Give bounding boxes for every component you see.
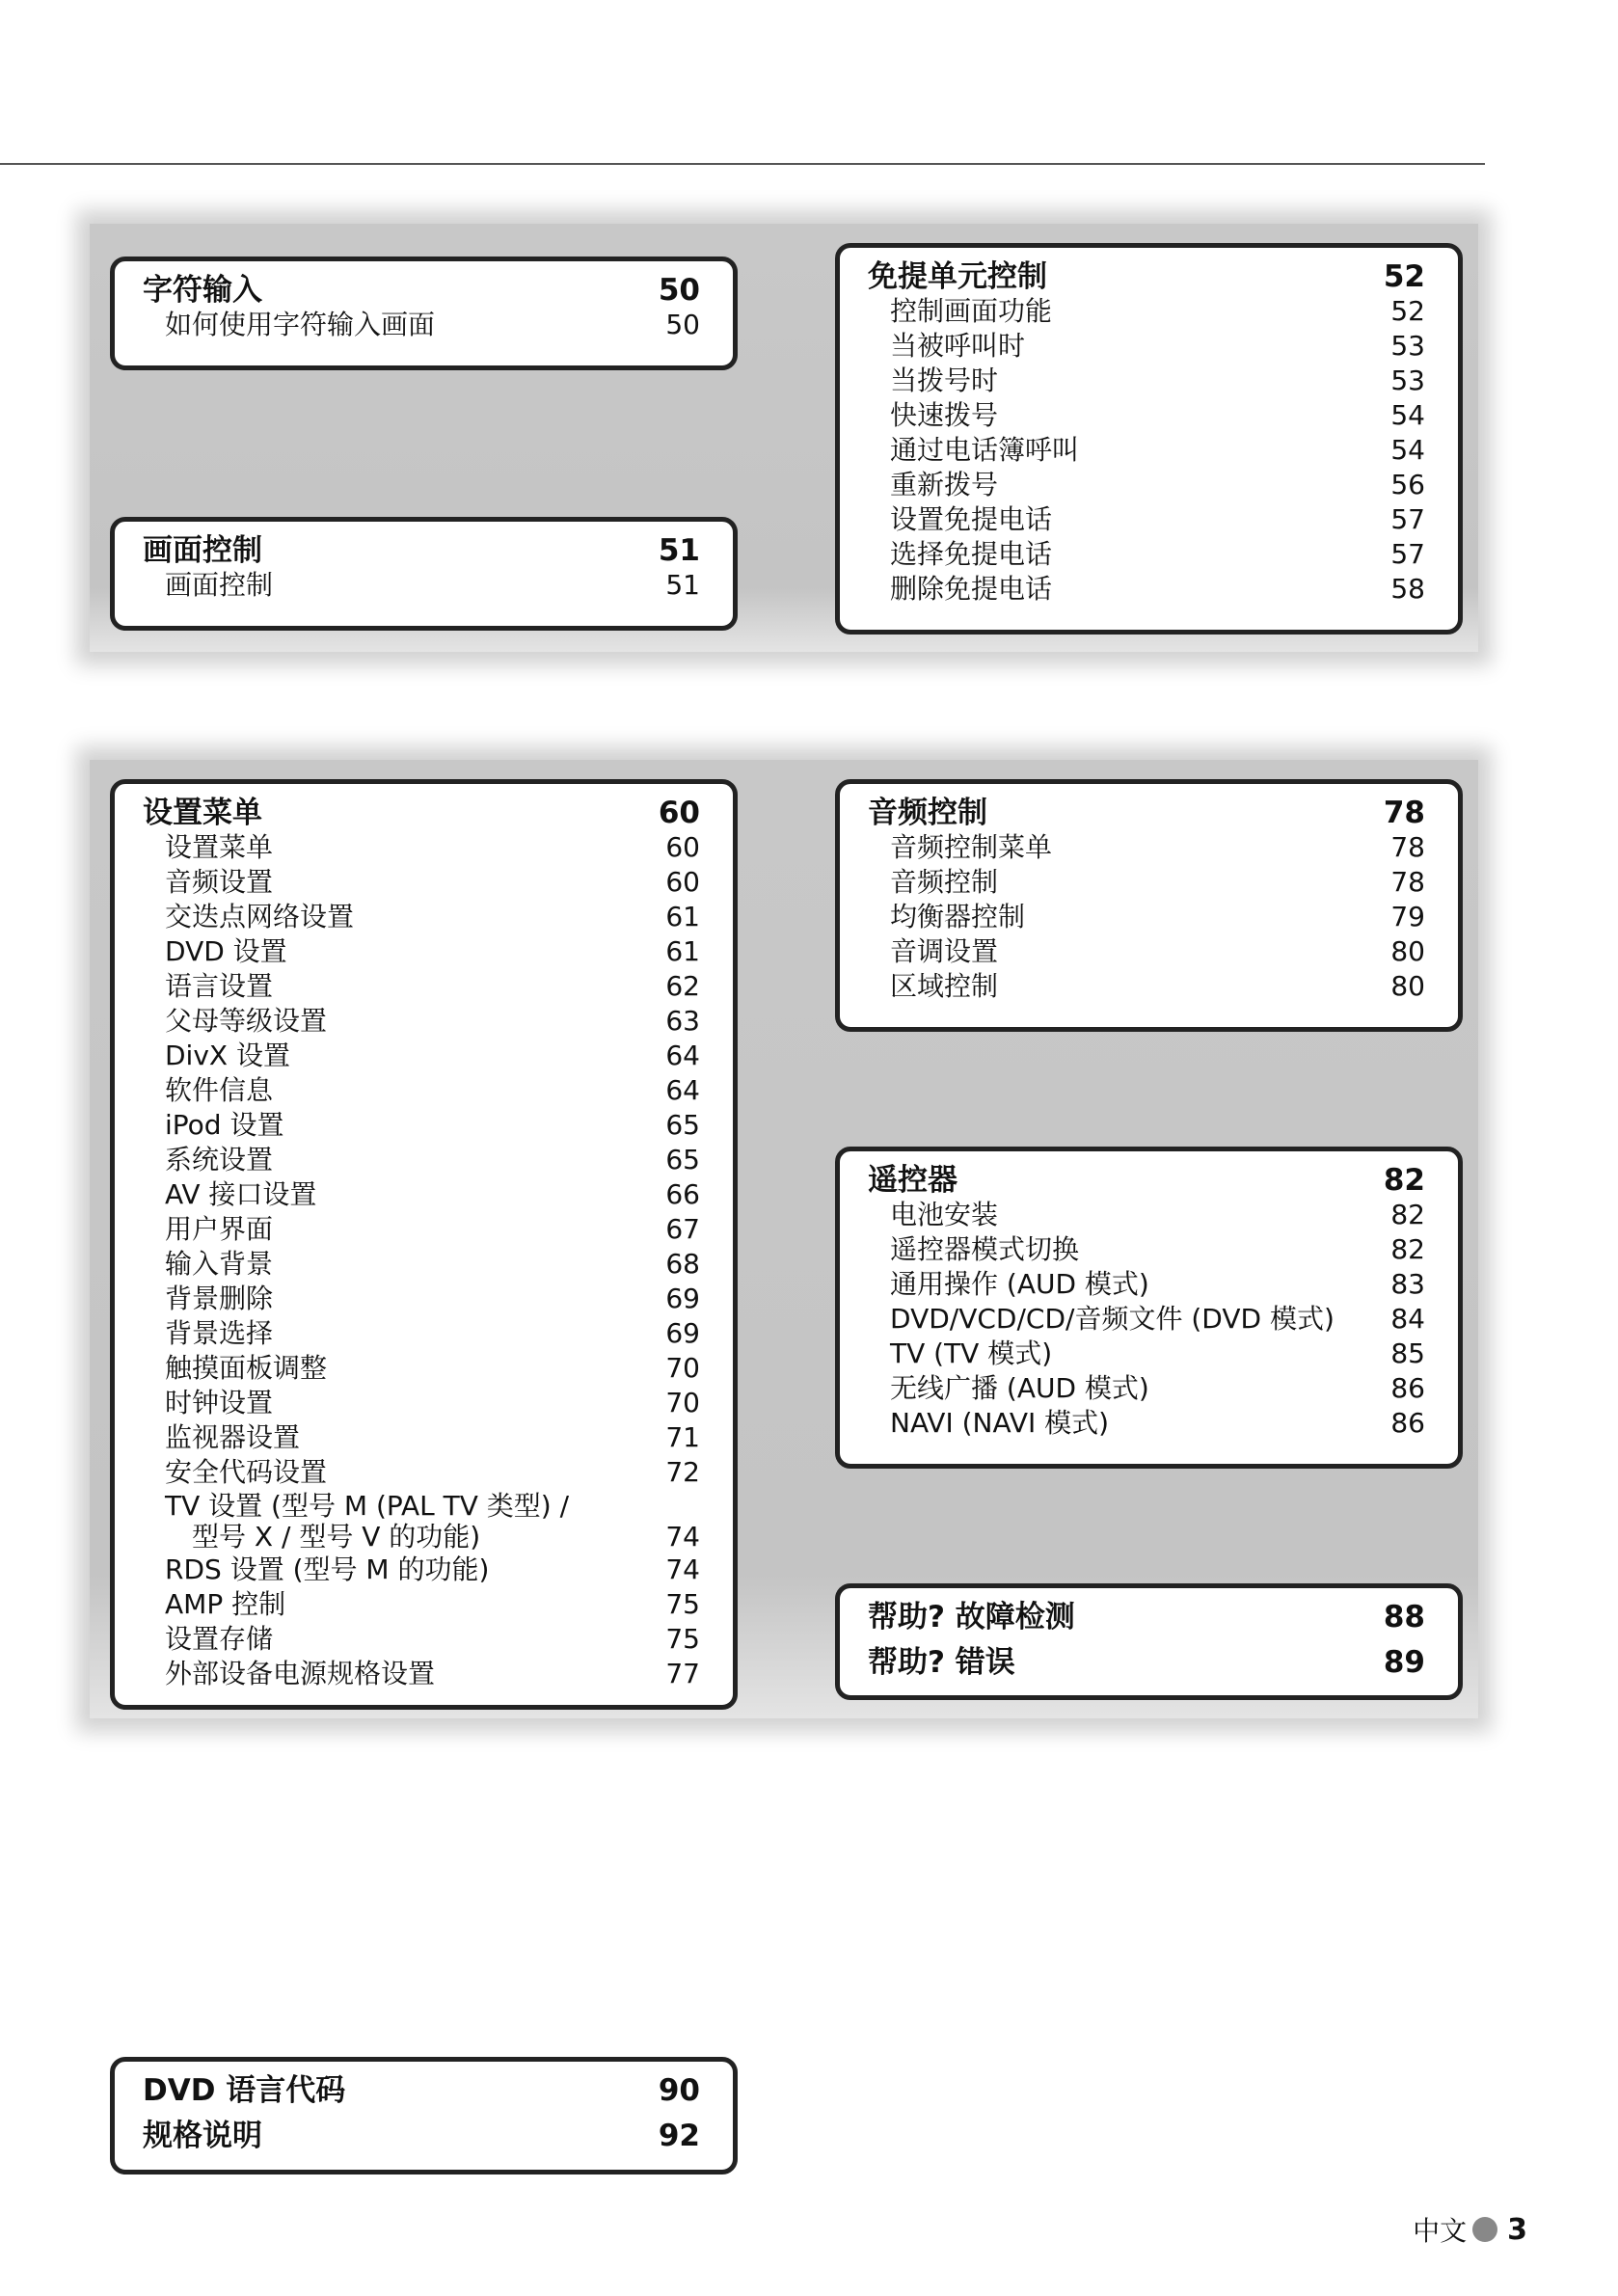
- toc-entry[interactable]: RDS 设置 (型号 M 的功能) 74: [165, 1553, 700, 1585]
- toc-entry[interactable]: 当被呼叫时 53: [890, 330, 1425, 362]
- toc-heading[interactable]: 字符输入 50: [143, 273, 700, 308]
- top-rule: [0, 163, 1485, 165]
- toc-entry[interactable]: 重新拨号 56: [890, 469, 1425, 500]
- toc-entry[interactable]: DVD 设置 61: [165, 935, 700, 967]
- section-char-input: [110, 257, 738, 370]
- toc-heading[interactable]: 免提单元控制 52: [868, 259, 1425, 294]
- page-footer: [1413, 2210, 1527, 2249]
- toc-entry[interactable]: 音调设置 80: [890, 935, 1425, 967]
- toc-heading[interactable]: DVD 语言代码 90: [143, 2073, 700, 2108]
- toc-entry[interactable]: 设置菜单 60: [165, 831, 700, 863]
- toc-entry[interactable]: 背景删除 69: [165, 1283, 700, 1314]
- toc-entry[interactable]: DivX 设置 64: [165, 1040, 700, 1071]
- section-setup-menu: [110, 779, 738, 1710]
- toc-entry[interactable]: 均衡器控制 79: [890, 901, 1425, 932]
- toc-entry[interactable]: 通过电话簿呼叫 54: [890, 434, 1425, 466]
- toc-entry[interactable]: 监视器设置 71: [165, 1421, 700, 1453]
- toc-heading[interactable]: 音频控制 78: [868, 796, 1425, 830]
- toc-entry[interactable]: TV 设置 (型号 M (PAL TV 类型) / 型号 X / 型号 V 的功能) 74: [165, 1490, 700, 1553]
- toc-entry[interactable]: 音频控制 78: [890, 866, 1425, 898]
- toc-entry[interactable]: 输入背景 68: [165, 1248, 700, 1280]
- toc-entry[interactable]: 控制画面功能 52: [890, 295, 1425, 327]
- section-audio-control: [835, 779, 1463, 1032]
- toc-entry[interactable]: 安全代码设置 72: [165, 1456, 700, 1488]
- toc-entry[interactable]: NAVI (NAVI 模式) 86: [890, 1407, 1425, 1439]
- toc-heading[interactable]: 设置菜单 60: [143, 796, 700, 830]
- toc-entry[interactable]: 交迭点网络设置 61: [165, 901, 700, 932]
- page-number: 3: [1507, 2212, 1527, 2247]
- toc-entry[interactable]: 选择免提电话 57: [890, 538, 1425, 570]
- toc-entry[interactable]: 设置存储 75: [165, 1623, 700, 1655]
- toc-entry[interactable]: 软件信息 64: [165, 1074, 700, 1106]
- section-handsfree: [835, 243, 1463, 635]
- section-help: [835, 1583, 1463, 1700]
- toc-entry[interactable]: 如何使用字符输入画面 50: [165, 309, 700, 340]
- toc-entry[interactable]: 电池安装 82: [890, 1199, 1425, 1230]
- toc-entry[interactable]: 通用操作 (AUD 模式) 83: [890, 1268, 1425, 1300]
- toc-entry[interactable]: 遥控器模式切换 82: [890, 1233, 1425, 1265]
- section-screen-control: [110, 517, 738, 631]
- toc-entry[interactable]: 用户界面 67: [165, 1213, 700, 1245]
- footer-language: 中文: [1413, 2215, 1468, 2247]
- toc-entry[interactable]: iPod 设置 65: [165, 1109, 700, 1141]
- toc-entry[interactable]: 音频设置 60: [165, 866, 700, 898]
- toc-heading[interactable]: 规格说明 92: [143, 2119, 700, 2153]
- toc-entry[interactable]: AV 接口设置 66: [165, 1178, 700, 1210]
- toc-heading[interactable]: 帮助? 错误 89: [868, 1645, 1425, 1680]
- toc-entry[interactable]: DVD/VCD/CD/音频文件 (DVD 模式) 84: [890, 1303, 1425, 1335]
- toc-entry[interactable]: 区域控制 80: [890, 970, 1425, 1002]
- toc-entry[interactable]: 画面控制 51: [165, 569, 700, 601]
- toc-heading[interactable]: 遥控器 82: [868, 1163, 1425, 1198]
- toc-heading[interactable]: 帮助? 故障检测 88: [868, 1600, 1425, 1634]
- toc-entry[interactable]: 音频控制菜单 78: [890, 831, 1425, 863]
- toc-entry[interactable]: 语言设置 62: [165, 970, 700, 1002]
- toc-entry[interactable]: 触摸面板调整 70: [165, 1352, 700, 1384]
- section-remote: [835, 1147, 1463, 1469]
- toc-entry[interactable]: 快速拨号 54: [890, 399, 1425, 431]
- toc-entry[interactable]: 时钟设置 70: [165, 1387, 700, 1418]
- toc-entry[interactable]: AMP 控制 75: [165, 1588, 700, 1620]
- toc-heading[interactable]: 画面控制 51: [143, 533, 700, 568]
- section-appendix: [110, 2057, 738, 2174]
- circle-icon: [1472, 2217, 1497, 2242]
- toc-entry[interactable]: 当拨号时 53: [890, 365, 1425, 396]
- toc-entry[interactable]: 系统设置 65: [165, 1144, 700, 1175]
- toc-entry[interactable]: 背景选择 69: [165, 1317, 700, 1349]
- toc-entry[interactable]: 删除免提电话 58: [890, 573, 1425, 605]
- toc-entry[interactable]: TV (TV 模式) 85: [890, 1337, 1425, 1369]
- toc-entry[interactable]: 设置免提电话 57: [890, 503, 1425, 535]
- toc-entry[interactable]: 无线广播 (AUD 模式) 86: [890, 1372, 1425, 1404]
- toc-entry[interactable]: 外部设备电源规格设置 77: [165, 1658, 700, 1689]
- toc-entry[interactable]: 父母等级设置 63: [165, 1005, 700, 1037]
